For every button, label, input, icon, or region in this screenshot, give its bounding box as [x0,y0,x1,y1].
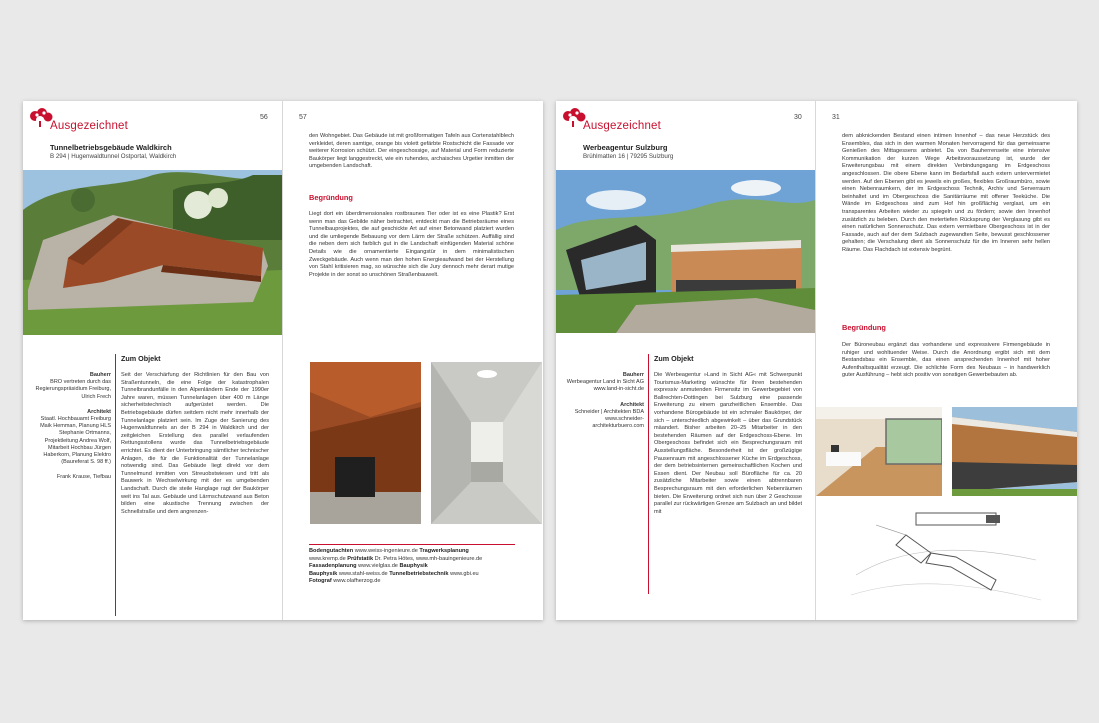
extra-credit: Frank Krause, Tiefbau [56,474,111,481]
begruendung-heading: Begründung [309,193,353,202]
begruendung-heading: Begründung [842,323,886,332]
footer-label: Tragwerksplanung [419,548,469,554]
footer-value: www.weiss-ingenieure.de [354,548,418,554]
page-number-left: 56 [260,114,268,121]
photo-office-interior [816,407,942,496]
project-title: Tunnelbetriebsgebäude Waldkirch [50,143,172,152]
project-address: B 294 | Hugenwaldtunnel Ostportal, Waldkirch [50,153,177,160]
footer-label: Prüfstatik [347,555,374,562]
page-number-right: 57 [299,114,307,121]
zum-objekt-heading: Zum Objekt [654,354,694,363]
footer-label: Bauphysik [399,563,428,570]
site-plan-drawing [846,505,1046,615]
page-number-left: 30 [794,114,802,121]
objekt-text: Seit der Verschärfung der Richtlinien für den Bau von Straßentunneln, die eine Folge der katastrophalen Tunnelbrandunfälle in den Alpenländern Ende der 1990er Jahre waren, müssen Tunnelanlagen über 400 m Länge sicherheitstechnisch aufgerüstet werden. Die Betriebsgebäude dürfen seitdem nicht mehr innerhalb der Tunnelanlage platziert sein. Im Zuge der Sanierung des Hugenwaldtunnels an der B 294 in Waldkirch und der zeitgleichen Erstellung des parallel verlaufenden Rettungsstollens wurde das Tunnelbetriebsgebäude errichtet. Es dient der Unterbringung sämtlicher technischer Anlagen, die für die Funktionalität der Tunnelanlage notwendig sind. Das Gebäude liegt direkt vor dem Tunnelmund inmitten von Streuobstwiesen und tritt als Bauwerk in Wechselwirkung mit der es umgebenden Landschaft. Durch die steile Hanglage ragt der Baukörper weit ins Tal aus. Gebäude und Lärmschutzwand aus Beton bilden eine akustische Trennung zwischen der Schnellstraße und dem angrenzen- [121,372,269,515]
award-label: Ausgezeichnet [583,120,662,132]
page-number-right: 31 [832,114,840,121]
credits-column [33,372,111,617]
footer-value: Dr. Petra Hötes, www.mh-bauingenieure.de [374,555,483,562]
footer-credits [309,548,529,586]
spread-fold [815,101,816,620]
footer-value: www.olafherzog.de [333,578,381,585]
continued-text: dem abknickenden Bestand einen intimen Innenhof – das neue Herzstück des Ensembles, das sich in den warmen Monaten hervorragend für das gemeinsame Genießen des Mittagessens anbietet. Da von Bauherrenseite eine intensive Kommunikation der kurzen Wege Arbeitsvoraussetzung ist, wurde der Erweiterungsbau mit einem direkten Verbindungsgang im Erdgeschoss angeschlossen. Die obere Ebene kann im Bedarfsfall auch extern untervermietet werden. Auf den Ebenen gibt es jeweils ein großes, flexibles Großraumbüro, sowie einen Nebenraumkern, der im Erdgeschoss Technik, Archiv und Serverraum beinhaltet und im Obergeschoss die Sanitärräume mit offener Teeküche. Die Wände im Erdgeschoss sind zum Hof hin großflächig verglast, um ein transparentes Arbeiten wieder zu spiegeln und zu fördern; sowie den Innenhof zusätzlich zu beleben. Durch den metertiefen Rücksprung der Verglasung gibt es einen natürlichen Sonnenschutz. Das extern vermietbare Obergeschoss ist in der Fassade, auch auf der dem Sulzbach zugewandten Seite, bewusst geschlossener gehalten; die Verschalung dient als Sonnenschutz für die im Inneren sehr hellen Räume. Das Flachdach ist extensiv begrünt. [842,133,1050,253]
begruendung-text: Liegt dort ein überdimensionales rostbraunes Tier oder ist es eine Plastik? Erst wenn man das Gebilde näher betrachtet, entdeckt man die Betriebsräume eines Tunnelbauprojektes, die auf geschickte Art auf einer Betonwand platziert wurden und die umliegende Bebauung vor dem Lärm der Straße schützen. Auffällig sind die neben dem sich farblich gut in die Landschaft einfügenden Material schöne Details wie die ornamentierte Eingangstür in dem minimalistischen Zweckgebäude. Auch wenn man den hohen Energieaufwand bei der Herstellung von Stahl kritisieren mag, so wünschte sich die Jury dennoch mehr derart mutige Projekte in der sonst so unschönen Straßenbauwelt. [309,211,514,278]
bauherr-value: BRO vertreten durch das Regierungspräsidium Freiburg, Ulrich Frech [35,379,111,400]
award-label: Ausgezeichnet [50,120,129,132]
spread-fold [282,101,283,620]
photo-entrance [310,362,421,524]
credits-divider [115,354,116,616]
footer-label: Bauphysik [309,570,338,577]
footer-value: www.kremp.de [309,555,346,562]
bauherr-label: Bauherr [622,372,644,378]
photo-corridor [431,362,542,524]
begruendung-text: Der Büroneubau ergänzt das vorhandene und expressivere Firmengebäude in ruhiger und wohltuender Weise. Durch die Anordnung ergibt sich mit dem Bestandsbau ein Ensemble, das einen ansprechenden Innenhof mit hoher Aufenthaltsqualität erzeugt. Die schlichte Form des Neubaus – in handwerklich guter Ausführung – hebt sich positiv von sonstigen Gewerbebauten ab. [842,342,1050,379]
architekt-value: Schneider | Architekten BDA www.schneider-architekturbuero.com [574,408,644,430]
architekt-label: Architekt [87,408,111,415]
spread-werbeagentur [556,101,1077,620]
credits-column [566,372,644,492]
architekt-label: Architekt [620,401,644,408]
project-title: Werbeagentur Sulzburg [583,143,668,152]
photo-wood-facade [952,407,1077,496]
footer-divider [309,544,515,545]
continued-text: den Wohngebiet. Das Gebäude ist mit großformatigen Tafeln aus Cortenstahlblech verkleidet, deren samtige, orange bis violett gefärbte Rostschicht die Fassade vor weiterer Korrosion schützt. Der eingeschossige, auf Material und Form reduzierte Baukörper liegt langgestreckt, wie ein ruhendes, archaisches Urgetier inmitten der umgebenden Landschaft. [309,133,514,170]
objekt-text: Die Werbeagentur »Land in Sicht AG« mit Schwerpunkt Tourismus-Marketing wünschte für ihren bestehenden expressiv anmutenden Firmensitz im Gewerbegebiet von Ballrechten-Dottingen bei Sulzburg eine passende Erweiterung zu einem ganzheitlichen Ensemble. Das vorhandene Bürogebäude ist ein schmaler Baukörper, der sich – unterschiedlich abgewinkelt – über das Grundstück mäandert. Bisher arbeiten 20–25 Mitarbeiter in den bestehenden Räumen auf der Erdgeschoss-Ebene. Im Obergeschoss befindet sich ein Besprechungsraum mit Ausstellungsfläche. Besonderheit ist der großzügige Pausenraum mit angeschlossener Küche im Erdgeschoss, der dem betriebsinternen gemeinschaftlichen Kochen und Essen dient. Der Neubau soll Bürofläche für ca. 20 zusätzliche Mitarbeiter sowie einen abtrennbaren Besprechungsraum mit den erforderlichen Nebenräumen bieten. Die Erweiterung ordnet sich nun über 2 Geschosse parallel zur rückwärtigen Grenze am Sulzbach an und bildet mit [654,372,802,515]
credits-divider [648,354,649,594]
spread-tunnel [23,101,543,620]
hero-photo-office-buildings [556,170,815,333]
project-address: Brühlmatten 16 | 79295 Sulzburg [583,153,674,160]
footer-value: www.gbi.eu [450,570,479,577]
footer-value: www.stahl-weiss.de [338,570,388,577]
footer-label: Fassadenplanung [309,563,357,570]
bauherr-label: Bauherr [89,372,111,378]
footer-label: Bodengutachten [309,548,354,554]
footer-label: Tunnelbetriebstechnik [389,570,449,577]
zum-objekt-heading: Zum Objekt [121,354,161,363]
footer-label: Fotograf [309,578,332,585]
footer-value: www.vielglas.de [358,563,398,570]
architekt-value: Staatl. Hochbauamt Freiburg Maik Hemman, Planung HLS Stephanie Ortmanns, Projektleitung Andrea Wolf, Mitarbeit Hochbau Jürgen Haberkorn, Planung Elektro (Baureferat S. 98 ff.) [40,416,111,466]
hero-photo-tunnel-building [23,170,282,335]
bauherr-value: Werbeagentur Land in Sicht AG www.land-in-sicht.de [566,379,644,393]
